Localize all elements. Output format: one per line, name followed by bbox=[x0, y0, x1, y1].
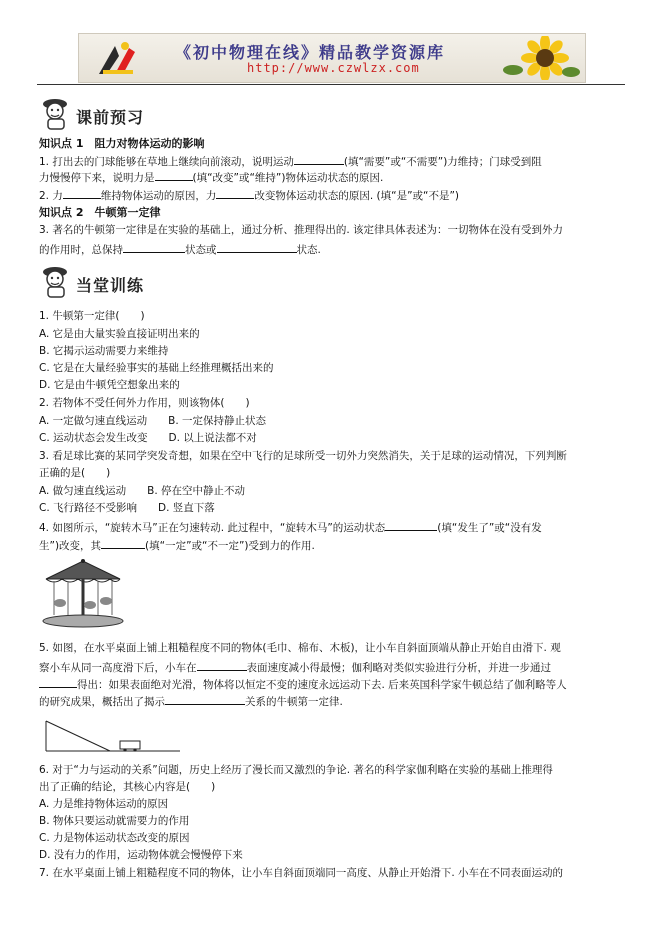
section-heading-text: 当堂训练 bbox=[76, 276, 145, 295]
options-ab[interactable]: A. 一定做匀速直线运动 B. 一定保持静止状态 bbox=[39, 415, 267, 427]
student-cartoon-icon bbox=[40, 96, 74, 130]
option-c[interactable]: C. 力是物体运动状态改变的原因 bbox=[39, 832, 190, 844]
answer-blank[interactable] bbox=[123, 241, 185, 253]
text-line: 1. 打出去的门球能够在草地上继续向前滚动，说明运动 (填“需要”或“不需要”)力维持；门球受到阻 bbox=[39, 153, 542, 169]
answer-blank[interactable] bbox=[216, 187, 254, 199]
header-banner bbox=[78, 33, 586, 83]
question-3: 3. 看足球比赛的某同学突发奇想，如果在空中飞行的足球所受一切外力突然消失，关于足球的运动情况，下列判断 bbox=[39, 450, 567, 462]
student-cartoon-icon bbox=[40, 264, 74, 298]
section-heading-practice bbox=[40, 264, 190, 300]
banner-title: 《初中物理在线》精品教学资源库 bbox=[175, 43, 446, 62]
answer-blank[interactable] bbox=[217, 241, 297, 253]
text-line: 3. 著名的牛顿第一定律是在实验的基础上，通过分析、推理得出的. 该定律具体表述为：一切物体在没有受到外力 bbox=[39, 224, 564, 236]
site-logo-icon bbox=[95, 38, 139, 78]
option-b[interactable]: B. 它揭示运动需要力来维持 bbox=[39, 345, 169, 357]
section-heading-preview bbox=[40, 96, 190, 132]
option-a[interactable]: A. 力是维持物体运动的原因 bbox=[39, 798, 169, 810]
text-line: 得出：如果表面绝对光滑，物体将以恒定不变的速度永远运动下去. 后来英国科学家牛顿总结了伽利略等人 bbox=[39, 676, 567, 692]
options-ab[interactable]: A. 做匀速直线运动 B. 停在空中静止不动 bbox=[39, 485, 246, 497]
text-line: 察小车从同一高度滑下后，小车在 表面速度减小得最慢；伽利略对类似实验进行分析，并进一步通过 bbox=[39, 659, 551, 675]
text-line: 的研究成果，概括出了揭示 关系的牛顿第一定律. bbox=[39, 693, 343, 709]
answer-blank[interactable] bbox=[385, 519, 437, 531]
text-line: 生”)改变，其 (填“一定”或“不一定”)受到力的作用. bbox=[39, 537, 315, 553]
knowledge-point-2: 知识点 2 牛顿第一定律 bbox=[39, 206, 161, 219]
text-line: 正确的是( ) bbox=[39, 467, 111, 479]
answer-blank[interactable] bbox=[155, 169, 193, 181]
option-d[interactable]: D. 没有力的作用，运动物体就会慢慢停下来 bbox=[39, 849, 243, 861]
sunflower-image bbox=[501, 36, 581, 80]
answer-blank[interactable] bbox=[101, 537, 145, 549]
banner-url[interactable]: http://www.czwlzx.com bbox=[247, 61, 420, 75]
options-cd[interactable]: C. 飞行路径不受影响 D. 竖直下落 bbox=[39, 502, 215, 514]
question-1: 1. 牛顿第一定律( ) bbox=[39, 310, 145, 322]
option-a[interactable]: A. 它是由大量实验直接证明出来的 bbox=[39, 328, 200, 340]
carousel-image bbox=[40, 557, 126, 629]
answer-blank[interactable] bbox=[39, 676, 77, 688]
incline-diagram bbox=[40, 715, 190, 755]
question-7: 7. 在水平桌面上铺上粗糙程度不同的物体，让小车自斜面顶端同一高度、从静止开始滑下. 小车在不同表面运动的 bbox=[39, 867, 564, 879]
answer-blank[interactable] bbox=[197, 659, 247, 671]
option-b[interactable]: B. 物体只要运动就需要力的作用 bbox=[39, 815, 190, 827]
question-5: 5. 如图，在水平桌面上铺上粗糙程度不同的物体(毛巾、棉布、木板)，让小车自斜面顶端从静止开始自由滑下. 观 bbox=[39, 642, 561, 654]
answer-blank[interactable] bbox=[294, 153, 344, 165]
text-line: 2. 力 维持物体运动的原因，力 改变物体运动状态的原因. (填“是”或“不是”) bbox=[39, 187, 459, 203]
knowledge-point-1: 知识点 1 阻力对物体运动的影响 bbox=[39, 137, 205, 150]
answer-blank[interactable] bbox=[63, 187, 101, 199]
answer-blank[interactable] bbox=[165, 693, 245, 705]
header-rule bbox=[37, 84, 625, 85]
section-heading-text: 课前预习 bbox=[76, 108, 145, 127]
question-4: 4. 如图所示，“旋转木马”正在匀速转动. 此过程中，“旋转木马”的运动状态 (填“发生了”或“没有发 bbox=[39, 519, 542, 535]
option-d[interactable]: D. 它是由牛顿凭空想象出来的 bbox=[39, 379, 180, 391]
text-line: 出了正确的结论，其核心内容是( ) bbox=[39, 781, 216, 793]
text-line: 的作用时，总保持 状态或 状态. bbox=[39, 241, 321, 257]
question-6: 6. 对于“力与运动的关系”问题，历史上经历了漫长而又激烈的争论. 著名的科学家伽利略在实验的基础上推理得 bbox=[39, 764, 553, 776]
option-c[interactable]: C. 它是在大量经验事实的基础上经推理概括出来的 bbox=[39, 362, 274, 374]
options-cd[interactable]: C. 运动状态会发生改变 D. 以上说法都不对 bbox=[39, 432, 257, 444]
text-line: 力慢慢停下来，说明力是 (填“改变”或“维持”)物体运动状态的原因. bbox=[39, 169, 383, 185]
question-2: 2. 若物体不受任何外力作用，则该物体( ) bbox=[39, 397, 250, 409]
